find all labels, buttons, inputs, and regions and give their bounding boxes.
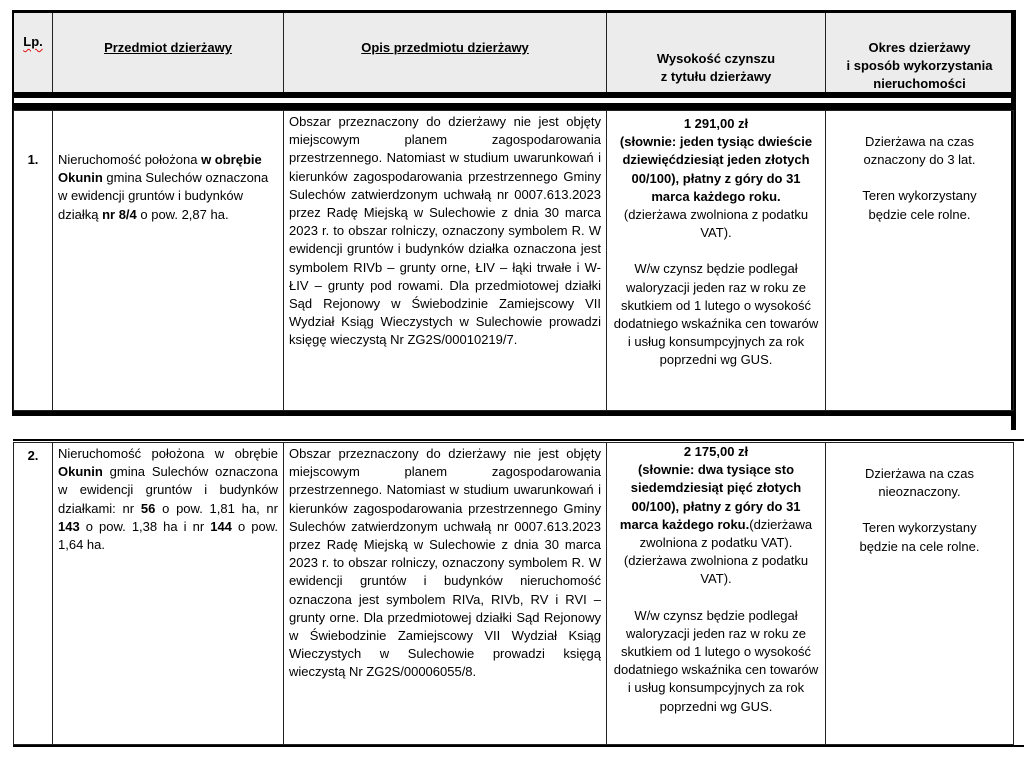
row1-bottom-band bbox=[12, 411, 1015, 416]
row2-przedmiot-p1: Nieruchomość położona w obrębie bbox=[58, 446, 278, 461]
row2-przedmiot-nr56: 56 bbox=[140, 500, 156, 516]
row1-okres-teren: Teren wykorzystany będzie cele rolne. bbox=[862, 188, 977, 222]
row1-przedmiot-p5: o pow. 2,87 ha. bbox=[136, 206, 229, 222]
header-okres-line1: Okres dzierżawy bbox=[868, 40, 971, 55]
row2-okres-czas: Dzierżawa na czas nieoznaczony. bbox=[864, 466, 975, 500]
row2-czynsz-vat: (dzierżawa zwolniona z podatku VAT). bbox=[623, 553, 809, 587]
header-lp bbox=[14, 13, 53, 97]
row1-czynsz-amount: 1 291,00 zł bbox=[683, 116, 749, 131]
header-lp-text: Lp. bbox=[23, 34, 43, 49]
row2-przedmiot-p5: o pow. 1,38 ha i nr bbox=[79, 518, 211, 534]
row1-lp: 1. bbox=[14, 111, 53, 411]
row2-czynsz-words bbox=[612, 461, 820, 552]
row2-przedmiot-nr143: 143 bbox=[58, 518, 80, 534]
row2-top-line bbox=[13, 439, 1024, 441]
header-okres-line3: nieruchomości bbox=[873, 76, 966, 92]
header-bottom-band bbox=[12, 92, 1015, 98]
row2-przedmiot bbox=[53, 443, 284, 745]
row2-przedmiot-p3: gmina Sulechów oznaczona w ewidencji gruntów i budynków działkami: nr bbox=[58, 464, 278, 516]
row1-czynsz bbox=[607, 111, 826, 411]
header-przedmiot-text: Przedmiot dzierżawy bbox=[104, 40, 232, 55]
row1-przedmiot-obreb: w obrębie Okunin bbox=[58, 152, 262, 186]
header-czynsz-line2: z tytułu dzierżawy bbox=[660, 69, 772, 85]
row2-opis: Obszar przeznaczony do dzierżawy nie jest objęty miejscowym planem zagospodarowania przestrzennego. Natomiast w studium uwarunkowań i kierunków zagospodarowania przestrzennego Gminy Sulechów zatwierdzonym uchwałą nr 0007.613.2023 przez Radę Miejską w Sulechowie z dnia 30 marca 2023 r. to obszar rolniczy, oznaczony symbolem R. W ewidencji gruntów i budynków nieruchomość oznaczona jest symbolem RIVa, RIVb, RV i RVI – grunty orne. Dla przedmiotowej działki Sąd Rejonowy w Świebodzinie Zamiejscowy VII Wydział Ksiąg Wieczystych w Sulechowie prowadzi księgą wieczystą Nr ZG2S/00006055/8. bbox=[284, 443, 607, 745]
row2-przedmiot-nr144: 144 bbox=[210, 518, 232, 534]
table-header bbox=[13, 12, 1014, 97]
row2-czynsz-amount: 2 175,00 zł bbox=[683, 444, 749, 459]
row1-okres bbox=[826, 111, 1014, 411]
row1-czynsz-words: (słownie: jeden tysiąc dwieście dziewięćdziesiąt jeden złotych 00/100), płatny z góry do 31 marca każdego roku. bbox=[619, 134, 813, 204]
header-okres bbox=[826, 13, 1014, 97]
header-przedmiot bbox=[53, 13, 284, 97]
row2-czynsz-vat-inline: (dzierżawa zwolniona z podatku VAT). bbox=[639, 516, 813, 551]
header-czynsz-line1: Wysokość czynszu bbox=[656, 51, 776, 66]
row2-lp: 2. bbox=[14, 443, 53, 745]
row1-przedmiot bbox=[53, 111, 284, 411]
row2-przedmiot-p4: o pow. 1,81 ha, nr bbox=[155, 500, 278, 516]
header-opis bbox=[284, 13, 607, 97]
row2-bottom-line bbox=[13, 745, 1024, 747]
header-czynsz bbox=[607, 13, 826, 97]
row1-przedmiot-p3: gmina Sulechów oznaczona w ewidencji gruntów i budynków działką bbox=[58, 170, 269, 222]
row2-czynsz-words-text: (słownie: dwa tysiące sto siedemdziesiąt pięć złotych 00/100), płatny z góry do 31 marca każdego roku. bbox=[619, 462, 802, 532]
row2-czynsz-waloryzacja: W/w czynsz będzie podlegał waloryzacji jeden raz w roku ze skutkiem od 1 lutego o wysokość dodatniego wskaźnika cen towarów i usług konsumpcyjnych za rok poprzedni wg GUS. bbox=[613, 607, 819, 714]
row2-przedmiot-p6: o pow. 1,64 ha. bbox=[58, 518, 278, 553]
row2-przedmiot-obreb: Okunin bbox=[58, 464, 103, 480]
header-top-band bbox=[12, 10, 1014, 13]
row2-okres bbox=[826, 443, 1014, 745]
row1-okres-czas: Dzierżawa na czas oznaczony do 3 lat. bbox=[863, 134, 976, 168]
row2-okres-teren: Teren wykorzystany będzie na cele rolne. bbox=[859, 520, 980, 554]
row1-czynsz-vat: (dzierżawa zwolniona z podatku VAT). bbox=[623, 207, 809, 241]
row1-czynsz-waloryzacja: W/w czynsz będzie podlegał waloryzacji jeden raz w roku ze skutkiem od 1 lutego o wysokość dodatniego wskaźnika cen towarów i usług konsumpcyjnych za rok poprzedni wg GUS. bbox=[613, 261, 819, 368]
row1-top-band bbox=[12, 103, 1015, 110]
row1-opis: Obszar przeznaczony do dzierżawy nie jest objęty miejscowym planem zagospodarowania przestrzennego. Natomiast w studium uwarunkowań i kierunków zagospodarowania przestrzennego Gminy Sulechów zatwierdzonym uchwałą nr 0007.613.2023 przez Radę Miejską w Sulechowie z dnia 30 marca 2023 r. to obszar rolniczy, oznaczony symbolem R. W ewidencji gruntów i budynków działka oznaczona jest symbolem RIVb – grunty orne, ŁIV – łąki trwałe i W-ŁIV – grunty pod rowami. Dla przedmiotowej działki Sąd Rejonowy w Świebodzinie Zamiejscowy VII Wydział Ksiąg Wieczystych w Sulechowie prowadzi księgę wieczystą Nr ZG2S/00010219/7. bbox=[284, 111, 607, 411]
header-okres-line2: i sposób wykorzystania bbox=[846, 58, 993, 74]
table-row bbox=[13, 110, 1014, 411]
row1-przedmiot-p1: Nieruchomość położona bbox=[58, 152, 202, 167]
table-row bbox=[13, 442, 1014, 745]
header-opis-text: Opis przedmiotu dzierżawy bbox=[361, 40, 529, 55]
row1-przedmiot-dzialka: nr 8/4 bbox=[102, 206, 137, 222]
row2-czynsz bbox=[607, 443, 826, 745]
